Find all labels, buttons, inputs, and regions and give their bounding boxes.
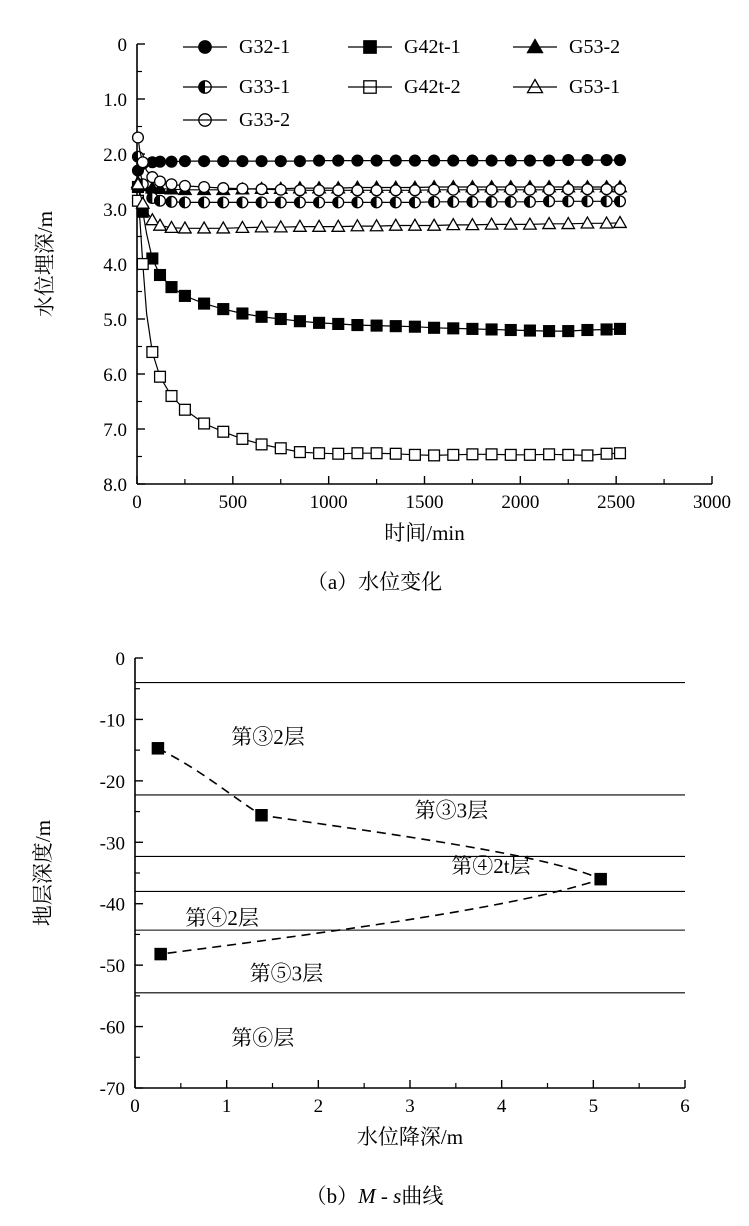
stratum-label: 第⑤3层 [249,961,324,986]
svg-text:3.0: 3.0 [103,200,127,221]
svg-text:500: 500 [218,492,248,513]
legend-label: G53-1 [569,76,621,98]
svg-text:7.0: 7.0 [103,420,127,441]
caption-b-prefix: （b） [305,1184,359,1208]
svg-text:0: 0 [117,35,127,56]
legend-label: G42t-2 [404,76,461,98]
svg-text:-30: -30 [99,833,125,855]
svg-text:-40: -40 [99,894,125,916]
svg-text:1.0: 1.0 [103,90,127,111]
stratum-annotations [185,725,530,1050]
caption-b-italic-s: s [393,1184,402,1208]
svg-text:6: 6 [680,1096,690,1117]
svg-text:4.0: 4.0 [103,255,127,276]
figure-b-caption [0,1180,749,1210]
stratum-label: 第③3层 [414,798,489,823]
svg-text:-60: -60 [99,1017,125,1039]
chart-a-xlabel: 时间/min [384,521,465,545]
chart-a-canvas [0,0,749,566]
svg-text:6.0: 6.0 [103,365,127,386]
stratum-label: 第⑥层 [231,1026,295,1050]
svg-text:2000: 2000 [501,492,540,513]
chart-a-ylabel: 水位埋深/m [33,210,57,318]
caption-b-italic-m: M [358,1184,376,1208]
svg-text:2.0: 2.0 [103,145,127,166]
svg-text:1500: 1500 [405,492,444,513]
svg-text:3000: 3000 [693,492,731,513]
caption-b-dash: - [375,1184,394,1208]
legend-label: G33-1 [239,76,291,98]
chart-b-x-ticks [130,1080,690,1117]
svg-text:8.0: 8.0 [103,475,127,496]
chart-b-canvas [0,620,749,1180]
legend-label: G42t-1 [404,36,461,58]
stratum-label: 第④2层 [185,906,259,931]
svg-text:3: 3 [405,1096,415,1117]
legend-label: G53-2 [569,36,621,58]
legend-label: G33-2 [239,109,291,131]
chart-b-ylabel: 地层深度/m [31,819,55,927]
series-G32-1 [133,155,626,176]
svg-text:2500: 2500 [597,492,636,513]
svg-text:1000: 1000 [309,492,348,513]
legend-label: G32-1 [239,36,291,58]
caption-b-suffix: 曲线 [401,1184,444,1208]
svg-text:1: 1 [221,1096,232,1117]
chart-a-axes [137,44,712,484]
figure-m-s-curve [0,620,749,1226]
chart-b-y-ticks [100,649,143,1100]
svg-text:-10: -10 [99,710,125,732]
svg-text:-50: -50 [99,956,125,978]
svg-text:0: 0 [130,1096,140,1117]
svg-text:2: 2 [313,1096,324,1117]
svg-text:5.0: 5.0 [103,310,127,331]
stratum-label: 第③2层 [231,725,305,749]
chart-a-legend [183,36,620,131]
svg-text:0: 0 [132,492,142,513]
svg-text:-70: -70 [99,1079,125,1100]
figure-a-caption: （a）水位变化 [306,570,443,594]
svg-text:5: 5 [588,1096,599,1117]
svg-text:4: 4 [496,1096,507,1117]
svg-text:0: 0 [115,649,125,670]
svg-text:-20: -20 [99,771,125,793]
stratum-label: 第④2t层 [451,854,531,878]
chart-a-x-ticks [132,476,731,513]
chart-b-xlabel: 水位降深/m [356,1125,464,1149]
